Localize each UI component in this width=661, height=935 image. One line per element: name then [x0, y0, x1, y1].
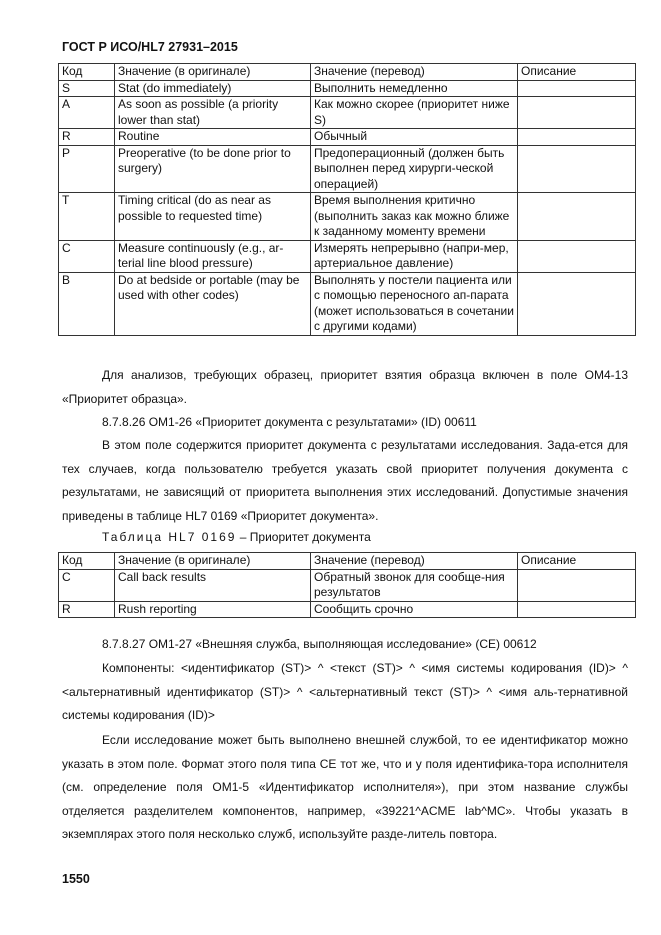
table-row: [59, 601, 636, 618]
translation-cell: Выполнить немедленно: [311, 80, 518, 97]
code-cell: S: [59, 80, 115, 97]
description-cell: [518, 569, 636, 601]
table-row: [59, 240, 636, 272]
original-cell: Timing critical (do as near as possible to requested time): [115, 193, 311, 241]
table-caption-number: Таблица HL7 0169: [102, 530, 237, 544]
original-cell: Rush reporting: [115, 601, 311, 618]
document-priority-table: [58, 552, 636, 618]
column-header: Значение (перевод): [311, 64, 518, 81]
description-cell: [518, 129, 636, 146]
code-cell: C: [59, 240, 115, 272]
paragraph-specimen-priority: Для анализов, требующих образец, приоритет взятия образца включен в поле OM4-13 «Приоритет образца».: [62, 368, 628, 406]
code-cell: R: [59, 601, 115, 618]
code-cell: C: [59, 569, 115, 601]
original-cell: Preoperative (to be done prior to surgery): [115, 145, 311, 193]
original-cell: Routine: [115, 129, 311, 146]
original-cell: Call back results: [115, 569, 311, 601]
original-cell: Do at bedside or portable (may be used with other codes): [115, 272, 311, 335]
description-cell: [518, 193, 636, 241]
translation-cell: Выполнять у постели пациента или с помощью переносного ап-парата (может использоваться в сочетании с другими кодами): [311, 272, 518, 335]
translation-cell: Предоперационный (должен быть выполнен перед хирурги-ческой операцией): [311, 145, 518, 193]
column-header: Описание: [518, 64, 636, 81]
paragraph-external-service: Если исследование может быть выполнено внешней службой, то ее идентификатор можно указать в этом поле. Формат этого поля типа CE тот же, что и у поля идентифика-тора исполнителя (см. определение поля OM1-5 «Идентификатор исполнителя»), при этом название службы отделяется разделителем компонентов, например, «39221^ACME lab^MC». Чтобы указать в экземплярах этого поля несколько служб, используйте разде-литель повтора.: [62, 733, 628, 841]
description-cell: [518, 272, 636, 335]
priority-codes-table: [58, 63, 636, 336]
translation-cell: Обратный звонок для сообще-ния результатов: [311, 569, 518, 601]
translation-cell: Как можно скорее (приоритет ниже S): [311, 97, 518, 129]
paragraph-result-priority: В этом поле содержится приоритет документа с результатами исследования. Зада-ется для тех случаев, когда пользователю требуется указать свой приоритет получения документа с результатами, не зависящий от приоритета выполнения этих исследований. Допустимые значения приведены в таблице HL7 0169 «Приоритет документа».: [62, 438, 628, 523]
section-heading-om1-26: 8.7.8.26 OM1-26 «Приоритет документа с результатами» (ID) 00611: [102, 415, 477, 429]
code-cell: B: [59, 272, 115, 335]
table-row: [59, 272, 636, 335]
code-cell: P: [59, 145, 115, 193]
section-heading-om1-27: 8.7.8.27 OM1-27 «Внешняя служба, выполняющая исследование» (CE) 00612: [102, 637, 537, 651]
table-caption-title: – Приоритет документа: [236, 530, 371, 544]
column-header: Описание: [518, 553, 636, 570]
table-row: [59, 97, 636, 129]
description-cell: [518, 80, 636, 97]
translation-cell: Обычный: [311, 129, 518, 146]
page-number: 1550: [62, 872, 90, 886]
table-row: [59, 145, 636, 193]
document-header: ГОСТ Р ИСО/HL7 27931–2015: [62, 40, 238, 54]
table-header-row: [59, 64, 636, 81]
code-cell: T: [59, 193, 115, 241]
column-header: Код: [59, 553, 115, 570]
column-header: Значение (перевод): [311, 553, 518, 570]
table-row: [59, 193, 636, 241]
code-cell: A: [59, 97, 115, 129]
original-cell: Stat (do immediately): [115, 80, 311, 97]
translation-cell: Сообщить срочно: [311, 601, 518, 618]
code-cell: R: [59, 129, 115, 146]
table-header-row: [59, 553, 636, 570]
table-row: [59, 129, 636, 146]
original-cell: Measure continuously (e.g., ar-terial line blood pressure): [115, 240, 311, 272]
paragraph-components: Компоненты: <идентификатор (ST)> ^ <текст (ST)> ^ <имя системы кодирования (ID)> ^ <альтернативный идентификатор (ST)> ^ <альтернативный текст (ST)> ^ <имя аль-тернативной системы кодирования (ID)>: [62, 661, 628, 722]
description-cell: [518, 240, 636, 272]
description-cell: [518, 97, 636, 129]
description-cell: [518, 145, 636, 193]
table-row: [59, 569, 636, 601]
column-header: Значение (в оригинале): [115, 553, 311, 570]
column-header: Значение (в оригинале): [115, 64, 311, 81]
table-row: [59, 80, 636, 97]
description-cell: [518, 601, 636, 618]
translation-cell: Время выполнения критично (выполнить заказ как можно ближе к заданному моменту времени: [311, 193, 518, 241]
original-cell: As soon as possible (a priority lower than stat): [115, 97, 311, 129]
translation-cell: Измерять непрерывно (напри-мер, артериальное давление): [311, 240, 518, 272]
table-caption: [102, 530, 371, 544]
column-header: Код: [59, 64, 115, 81]
